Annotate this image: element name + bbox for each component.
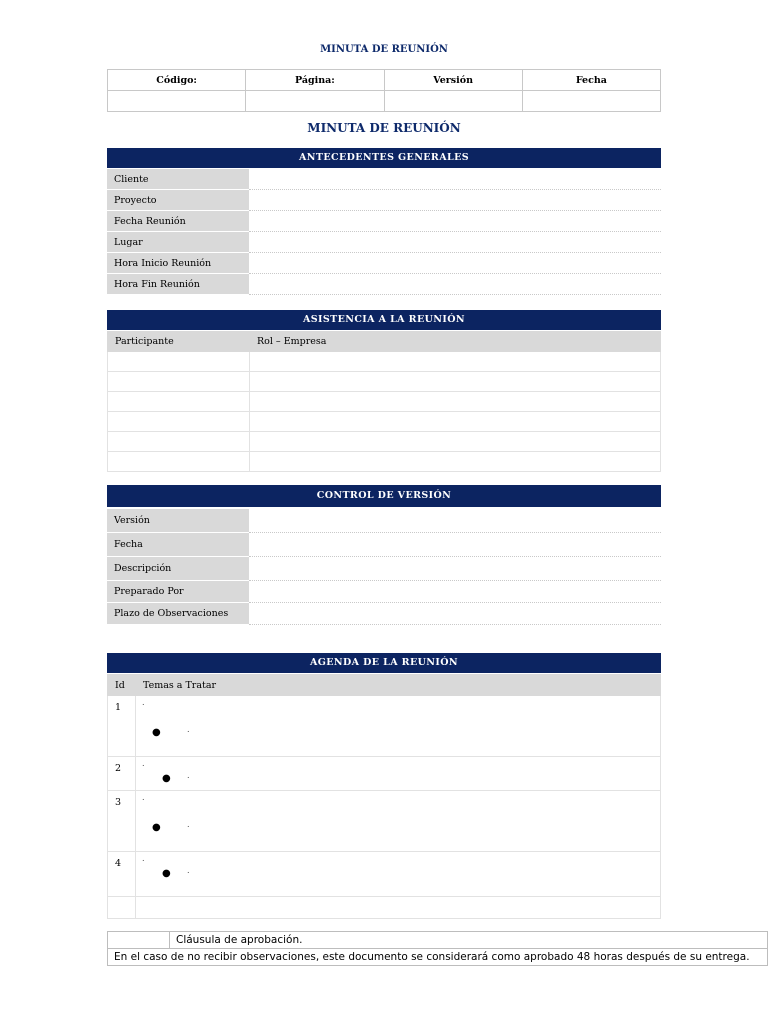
general-label: Fecha Reunión [107,211,249,232]
general-row [107,253,661,274]
agenda-topic-text: . [142,854,145,863]
version-label: Fecha [107,533,249,557]
agenda-topic-cell[interactable] [136,852,661,897]
agenda-topic-cell[interactable] [136,897,661,919]
agenda-id: 2 [108,757,136,791]
version-row [107,509,661,533]
role-cell[interactable] [250,432,661,452]
version-control-table [107,509,661,625]
version-row [107,603,661,625]
agenda-id: 4 [108,852,136,897]
bullet-icon: ● [162,868,171,879]
approval-title: Cláusula de aprobación. [170,932,768,949]
participant-column-header: Participante [108,332,250,352]
version-row [107,533,661,557]
role-cell[interactable] [250,412,661,432]
end-time-field[interactable] [249,274,661,295]
table-row [108,352,661,372]
table-row [108,432,661,452]
meta-header-page: Página: [246,70,384,91]
approval-text: En el caso de no recibir observaciones, este documento se considerará como aprobado 48 horas después de su entrega. [108,949,768,966]
agenda-subtopic-text: . [187,771,190,780]
table-row [108,412,661,432]
document-meta-table [107,69,661,112]
participant-cell[interactable] [108,452,250,472]
version-row [107,557,661,581]
agenda-row [108,757,661,791]
agenda-topic-cell[interactable] [136,696,661,757]
meta-value-code[interactable] [108,91,246,112]
meta-value-version[interactable] [384,91,522,112]
version-label: Preparado Por [107,581,249,603]
agenda-row [108,791,661,852]
role-cell[interactable] [250,452,661,472]
participant-cell[interactable] [108,372,250,392]
agenda-table [107,674,661,919]
version-section-header: CONTROL DE VERSIÓN [107,485,661,507]
bullet-icon: ● [162,773,171,784]
participant-cell[interactable] [108,352,250,372]
general-label: Hora Fin Reunión [107,274,249,295]
bullet-icon: ● [152,727,161,738]
agenda-topic-cell[interactable] [136,791,661,852]
client-field[interactable] [249,169,661,190]
participant-cell[interactable] [108,412,250,432]
meta-header-version: Versión [384,70,522,91]
observation-deadline-field[interactable] [249,603,661,625]
attendance-table [107,331,661,472]
general-section-header: ANTECEDENTES GENERALES [107,148,661,168]
meta-header-date: Fecha [522,70,660,91]
general-label: Cliente [107,169,249,190]
agenda-id: 3 [108,791,136,852]
general-label: Lugar [107,232,249,253]
role-cell[interactable] [250,392,661,412]
description-field[interactable] [249,557,661,581]
role-column-header: Rol – Empresa [250,332,661,352]
agenda-topic-text: . [142,793,145,802]
bullet-icon: ● [152,822,161,833]
start-time-field[interactable] [249,253,661,274]
version-label: Versión [107,509,249,533]
place-field[interactable] [249,232,661,253]
attendance-section-header: ASISTENCIA A LA REUNIÓN [107,310,661,330]
agenda-subtopic-text: . [187,725,190,734]
agenda-topic-text: . [142,759,145,768]
role-cell[interactable] [250,372,661,392]
document-title: MINUTA DE REUNIÓN [320,44,448,55]
participant-cell[interactable] [108,392,250,412]
general-row [107,190,661,211]
version-label: Plazo de Observaciones [107,603,249,625]
project-field[interactable] [249,190,661,211]
agenda-topic-cell[interactable] [136,757,661,791]
version-label: Descripción [107,557,249,581]
version-row [107,581,661,603]
participant-cell[interactable] [108,432,250,452]
meta-value-date[interactable] [522,91,660,112]
version-field[interactable] [249,509,661,533]
topics-column-header: Temas a Tratar [136,675,661,696]
table-row [108,452,661,472]
agenda-subtopic-text: . [187,866,190,875]
approval-clause-table [107,931,768,966]
general-label: Hora Inicio Reunión [107,253,249,274]
general-label: Proyecto [107,190,249,211]
general-row [107,211,661,232]
meeting-date-field[interactable] [249,211,661,232]
version-date-field[interactable] [249,533,661,557]
agenda-id[interactable] [108,897,136,919]
meta-header-code: Código: [108,70,246,91]
general-info-table [107,169,661,295]
prepared-by-field[interactable] [249,581,661,603]
agenda-id: 1 [108,696,136,757]
approval-blank-cell [108,932,170,949]
agenda-subtopic-text: . [187,820,190,829]
agenda-topic-text: . [142,698,145,707]
page-subtitle: MINUTA DE REUNIÓN [307,121,461,135]
agenda-section-header: AGENDA DE LA REUNIÓN [107,653,661,673]
agenda-row [108,897,661,919]
agenda-row [108,696,661,757]
general-row [107,232,661,253]
agenda-row [108,852,661,897]
table-row [108,372,661,392]
role-cell[interactable] [250,352,661,372]
meta-value-page[interactable] [246,91,384,112]
general-row [107,169,661,190]
id-column-header: Id [108,675,136,696]
table-row [108,392,661,412]
general-row [107,274,661,295]
